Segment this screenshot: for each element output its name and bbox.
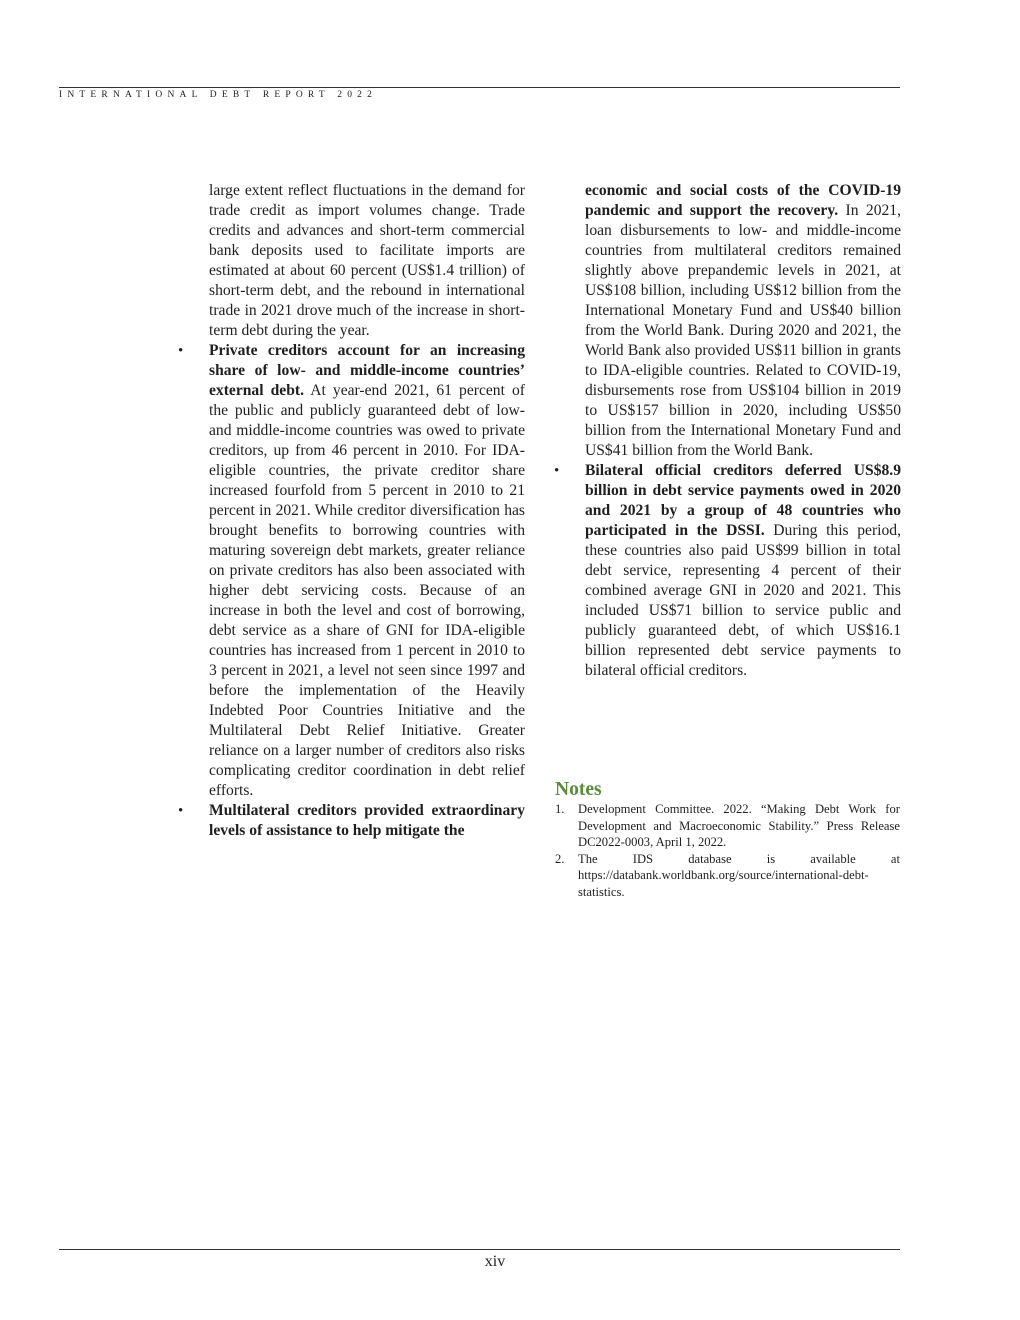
continued-paragraph: large extent reflect fluctuations in the demand for trade credit as import volumes change. Trade credits and advances and short-term commercial bank deposits used to facilitate imports are estimated at about 60 percent (US$1.4 trillion) of short-term debt, and the rebound in international trade in 2021 drove much of the increase in short-term debt during the year.: [209, 182, 525, 339]
bullet-icon: •: [178, 803, 184, 819]
continued-body: In 2021, loan disbursements to low- and middle-income countries from multilateral creditors remained slightly above prepandemic levels in 2021, at US$108 billion, including US$12 billion from the International Monetary Fund and US$40 billion from the World Bank. During 2020 and 2021, the World Bank also provided US$11 billion in grants to IDA-eligible countries. Related to COVID-19, disbursements rose from US$104 billion in 2019 to US$157 billion in 2020, including US$50 billion from the International Monetary Fund and US$41 billion from the World Bank.: [585, 202, 901, 459]
notes-list: [555, 801, 900, 901]
note-item: [555, 801, 900, 851]
footer-rule: [59, 1249, 900, 1250]
note-text: The IDS database is available at https://databank.worldbank.org/source/international-debt-statistics.: [578, 851, 900, 899]
bullet-icon: •: [178, 343, 184, 359]
bullet-lead: Multilateral creditors provided extraordinary levels of assistance to help mitigate the: [209, 802, 525, 839]
bullet-body: During this period, these countries also paid US$99 billion in total debt service, representing 4 percent of their combined average GNI in 2020 and 2021. This included US$71 billion to service public and publicly guaranteed debt, of which US$16.1 billion represented debt service payments to bilateral official creditors.: [585, 522, 901, 679]
page-number: xiv: [484, 1253, 506, 1270]
bullet-private-creditors: [178, 341, 526, 801]
bullet-lead: Private creditors account for an increasing share of low- and middle-income countries’ external debt.: [209, 342, 525, 399]
note-item: [555, 851, 900, 901]
note-number: 1.: [555, 802, 565, 816]
note-number: 2.: [555, 851, 565, 866]
bullet-bilateral-creditors: [554, 461, 901, 681]
bullet-icon: •: [554, 463, 560, 479]
continued-paragraph: [585, 181, 901, 461]
running-head: INTERNATIONAL DEBT REPORT 2022: [59, 90, 378, 100]
note-text: Development Committee. 2022. “Making Debt Work for Development and Macroeconomic Stability.” Press Release DC2022-0003, April 1, 2022.: [578, 802, 900, 850]
right-column: [554, 181, 901, 681]
bullet-multilateral-creditors: [178, 801, 525, 841]
continued-lead: economic and social costs of the COVID-19 pandemic and support the recovery.: [585, 182, 901, 219]
header-rule: [59, 87, 900, 88]
bullet-lead: Bilateral official creditors deferred US$8.9 billion in debt service payments owed in 2020 and 2021 by a group of 48 countries who participated in the DSSI.: [585, 462, 901, 539]
bullet-body: At year-end 2021, 61 percent of the public and publicly guaranteed debt of low- and middle-income countries was owed to private creditors, up from 46 percent in 2010. For IDA-eligible countries, the private creditor share increased fourfold from 5 percent in 2010 to 21 percent in 2021. While creditor diversification has brought benefits to borrowing countries with maturing sovereign debt markets, greater reliance on private creditors has also been associated with higher debt servicing costs. Because of an increase in both the level and cost of borrowing, debt service as a share of GNI for IDA-eligible countries has increased from 1 percent in 2010 to 3 percent in 2021, a level not seen since 1997 and before the implementation of the Heavily Indebted Poor Countries Initiative and the Multilateral Debt Relief Initiative. Greater reliance on a larger number of creditors also risks complicating creditor coordination in debt relief efforts.: [209, 382, 526, 799]
left-column: [178, 181, 526, 841]
notes-heading: Notes: [555, 779, 602, 800]
